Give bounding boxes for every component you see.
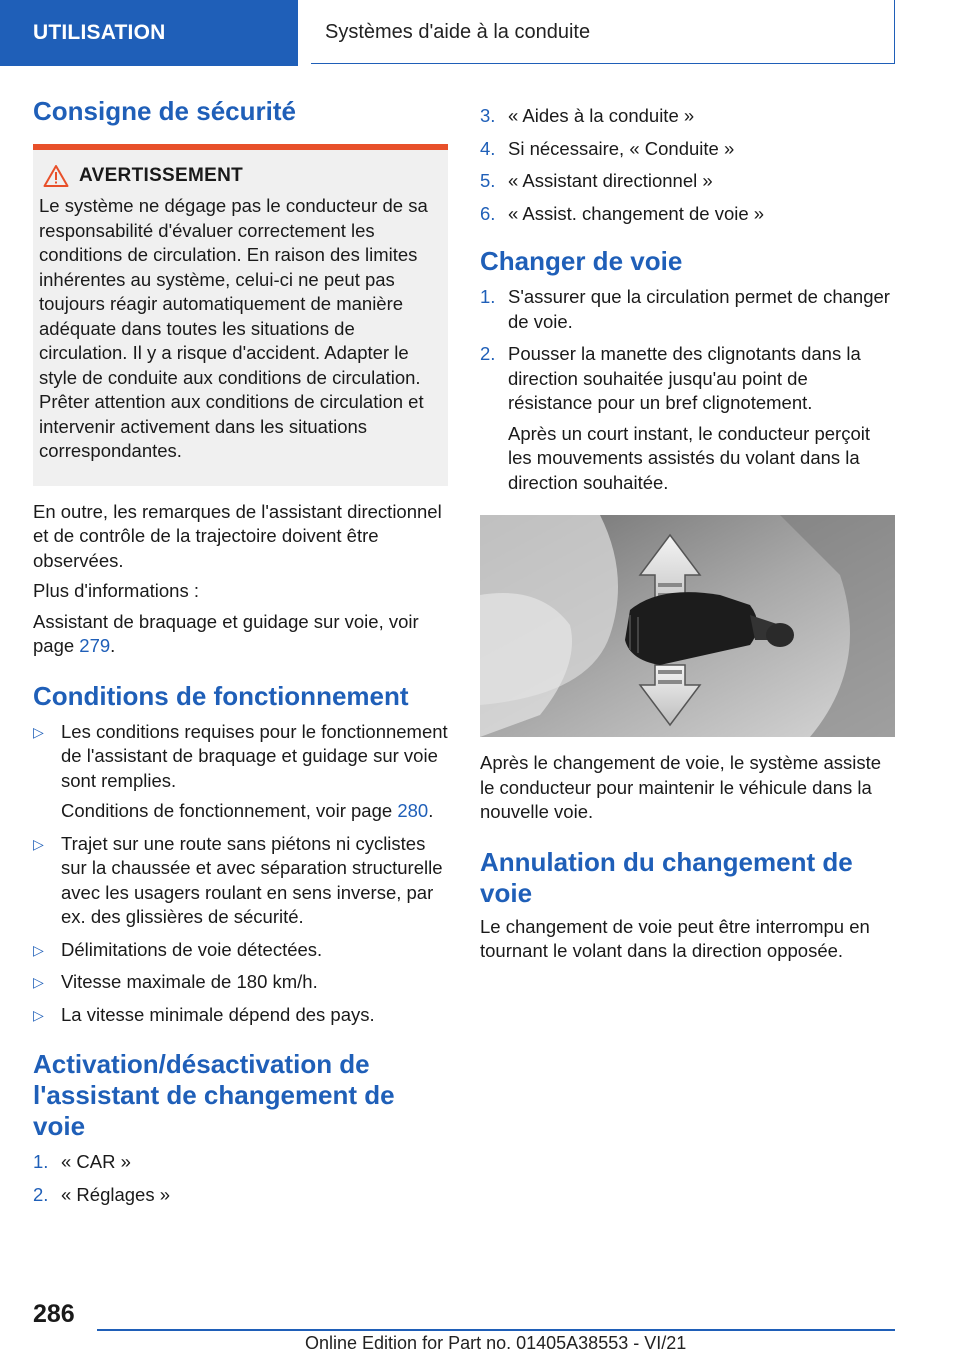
page-number: 286 bbox=[33, 1300, 75, 1328]
left-column bbox=[33, 96, 448, 1207]
list-item bbox=[33, 720, 448, 824]
paragraph-cancel: Le changement de voie peut être interrompu en tournant le volant dans la direction opposée. bbox=[480, 915, 870, 961]
list-item bbox=[480, 285, 895, 334]
heading-safety: Consigne de sécurité bbox=[33, 96, 296, 126]
step-number: 5. bbox=[480, 170, 496, 191]
list-item bbox=[480, 137, 895, 162]
condition-text: Délimitations de voie détectées. bbox=[61, 938, 323, 960]
footer-edition: Online Edition for Part no. 01405A38553 - VI/21 bbox=[305, 1333, 687, 1353]
page-header bbox=[0, 0, 960, 66]
warning-text: Le système ne dégage pas le conducteur de sa responsabilité d'évaluer correctement les conditions de circulation. En raison des limites inhérentes au système, celui-ci ne peut pas toujours réagir automatiquement de manière adéquate dans toutes les situations de circulation. Il y a risque d'accident. Adapter le style de conduite aux conditions de circulation. Prêter attention aux conditions de circulation et intervenir activement dans les situations correspondantes. bbox=[39, 195, 428, 461]
triangle-bullet-icon: ▷ bbox=[33, 1006, 44, 1023]
triangle-bullet-icon: ▷ bbox=[33, 835, 44, 852]
step-number: 3. bbox=[480, 105, 496, 126]
paragraph-reference: Assistant de braquage et guidage sur voie, voir page 279. bbox=[33, 610, 419, 656]
list-item bbox=[480, 342, 895, 495]
condition-text: Les conditions requises pour le fonctionnement de l'assistant de braquage et guidage sur voie sont remplies. bbox=[61, 720, 448, 791]
reference-text: Assistant de braquage et guidage sur voie, voir page bbox=[33, 610, 419, 656]
triangle-bullet-icon: ▷ bbox=[33, 941, 44, 958]
heading-activation: Activation/désactivation de l'assistant de changement de voie bbox=[33, 1049, 395, 1141]
step-text: « Assist. changement de voie » bbox=[508, 202, 765, 224]
activation-steps bbox=[33, 1150, 448, 1207]
list-item bbox=[480, 104, 895, 129]
activation-steps-continued bbox=[480, 104, 895, 226]
step-text: « Réglages » bbox=[61, 1183, 171, 1205]
step-number: 2. bbox=[480, 343, 496, 364]
condition-sub: Conditions de fonctionnement, voir page 280. bbox=[61, 800, 434, 821]
list-item bbox=[33, 1003, 448, 1028]
list-item bbox=[33, 1183, 448, 1208]
list-item bbox=[33, 832, 448, 930]
step-text: S'assurer que la circulation permet de changer de voie. bbox=[508, 286, 890, 332]
right-column bbox=[480, 104, 895, 964]
list-item bbox=[33, 1150, 448, 1175]
change-lane-steps bbox=[480, 285, 895, 495]
warning-title: AVERTISSEMENT bbox=[79, 165, 244, 186]
step-text: Si nécessaire, « Conduite » bbox=[508, 137, 735, 159]
section-tab: UTILISATION bbox=[0, 0, 298, 66]
paragraph-after-change: Après le changement de voie, le système assiste le conducteur pour maintenir le véhicule dans la nouvelle voie. bbox=[480, 752, 882, 822]
step-text: « CAR » bbox=[61, 1151, 131, 1172]
step-number: 6. bbox=[480, 202, 496, 224]
step-number: 1. bbox=[33, 1151, 49, 1172]
triangle-bullet-icon: ▷ bbox=[33, 723, 44, 740]
step-text: « Assistant directionnel » bbox=[508, 170, 713, 191]
footer-rule bbox=[97, 1329, 895, 1331]
condition-text: Trajet sur une route sans piétons ni cyclistes sur la chaussée et avec séparation structurelle avec les usagers roulant en sens inverse, par ex. des glissières de sécurité. bbox=[61, 832, 443, 927]
step-text: Pousser la manette des clignotants dans la direction souhaitée jusqu'au point de résistance pour un bref clignotement. bbox=[508, 343, 861, 413]
list-item bbox=[33, 938, 448, 963]
heading-conditions: Conditions de fonctionnement bbox=[33, 680, 409, 711]
step-number: 2. bbox=[33, 1183, 49, 1205]
condition-text: Vitesse maximale de 180 km/h. bbox=[61, 971, 318, 992]
chapter-title-box bbox=[311, 0, 895, 64]
chapter-title: Systèmes d'aide à la conduite bbox=[325, 21, 591, 43]
conditions-list bbox=[33, 720, 448, 1028]
list-item bbox=[33, 970, 448, 995]
paragraph-more-info: Plus d'informations : bbox=[33, 580, 199, 601]
warning-triangle-icon bbox=[43, 164, 69, 188]
page-link-279[interactable]: 279 bbox=[79, 635, 111, 656]
turn-signal-lever-photo bbox=[480, 515, 895, 737]
heading-cancel: Annulation du changement de voie bbox=[480, 846, 853, 908]
step-number: 4. bbox=[480, 137, 496, 159]
step-number: 1. bbox=[480, 286, 496, 307]
triangle-bullet-icon: ▷ bbox=[33, 974, 44, 990]
paragraph-remarks: En outre, les remarques de l'assistant directionnel et de contrôle de la trajectoire doivent être observées. bbox=[33, 500, 442, 571]
warning-header bbox=[33, 150, 448, 188]
list-item bbox=[480, 202, 895, 227]
step-text: « Aides à la conduite » bbox=[508, 105, 695, 126]
heading-change-lane: Changer de voie bbox=[480, 246, 683, 276]
page-link-280[interactable]: 280 bbox=[397, 800, 429, 821]
step-sub-text: Après un court instant, le conducteur perçoit les mouvements assistés du volant dans la direction souhaitée. bbox=[508, 422, 870, 493]
list-item bbox=[480, 169, 895, 194]
condition-text: La vitesse minimale dépend des pays. bbox=[61, 1003, 375, 1025]
warning-box bbox=[33, 144, 448, 486]
